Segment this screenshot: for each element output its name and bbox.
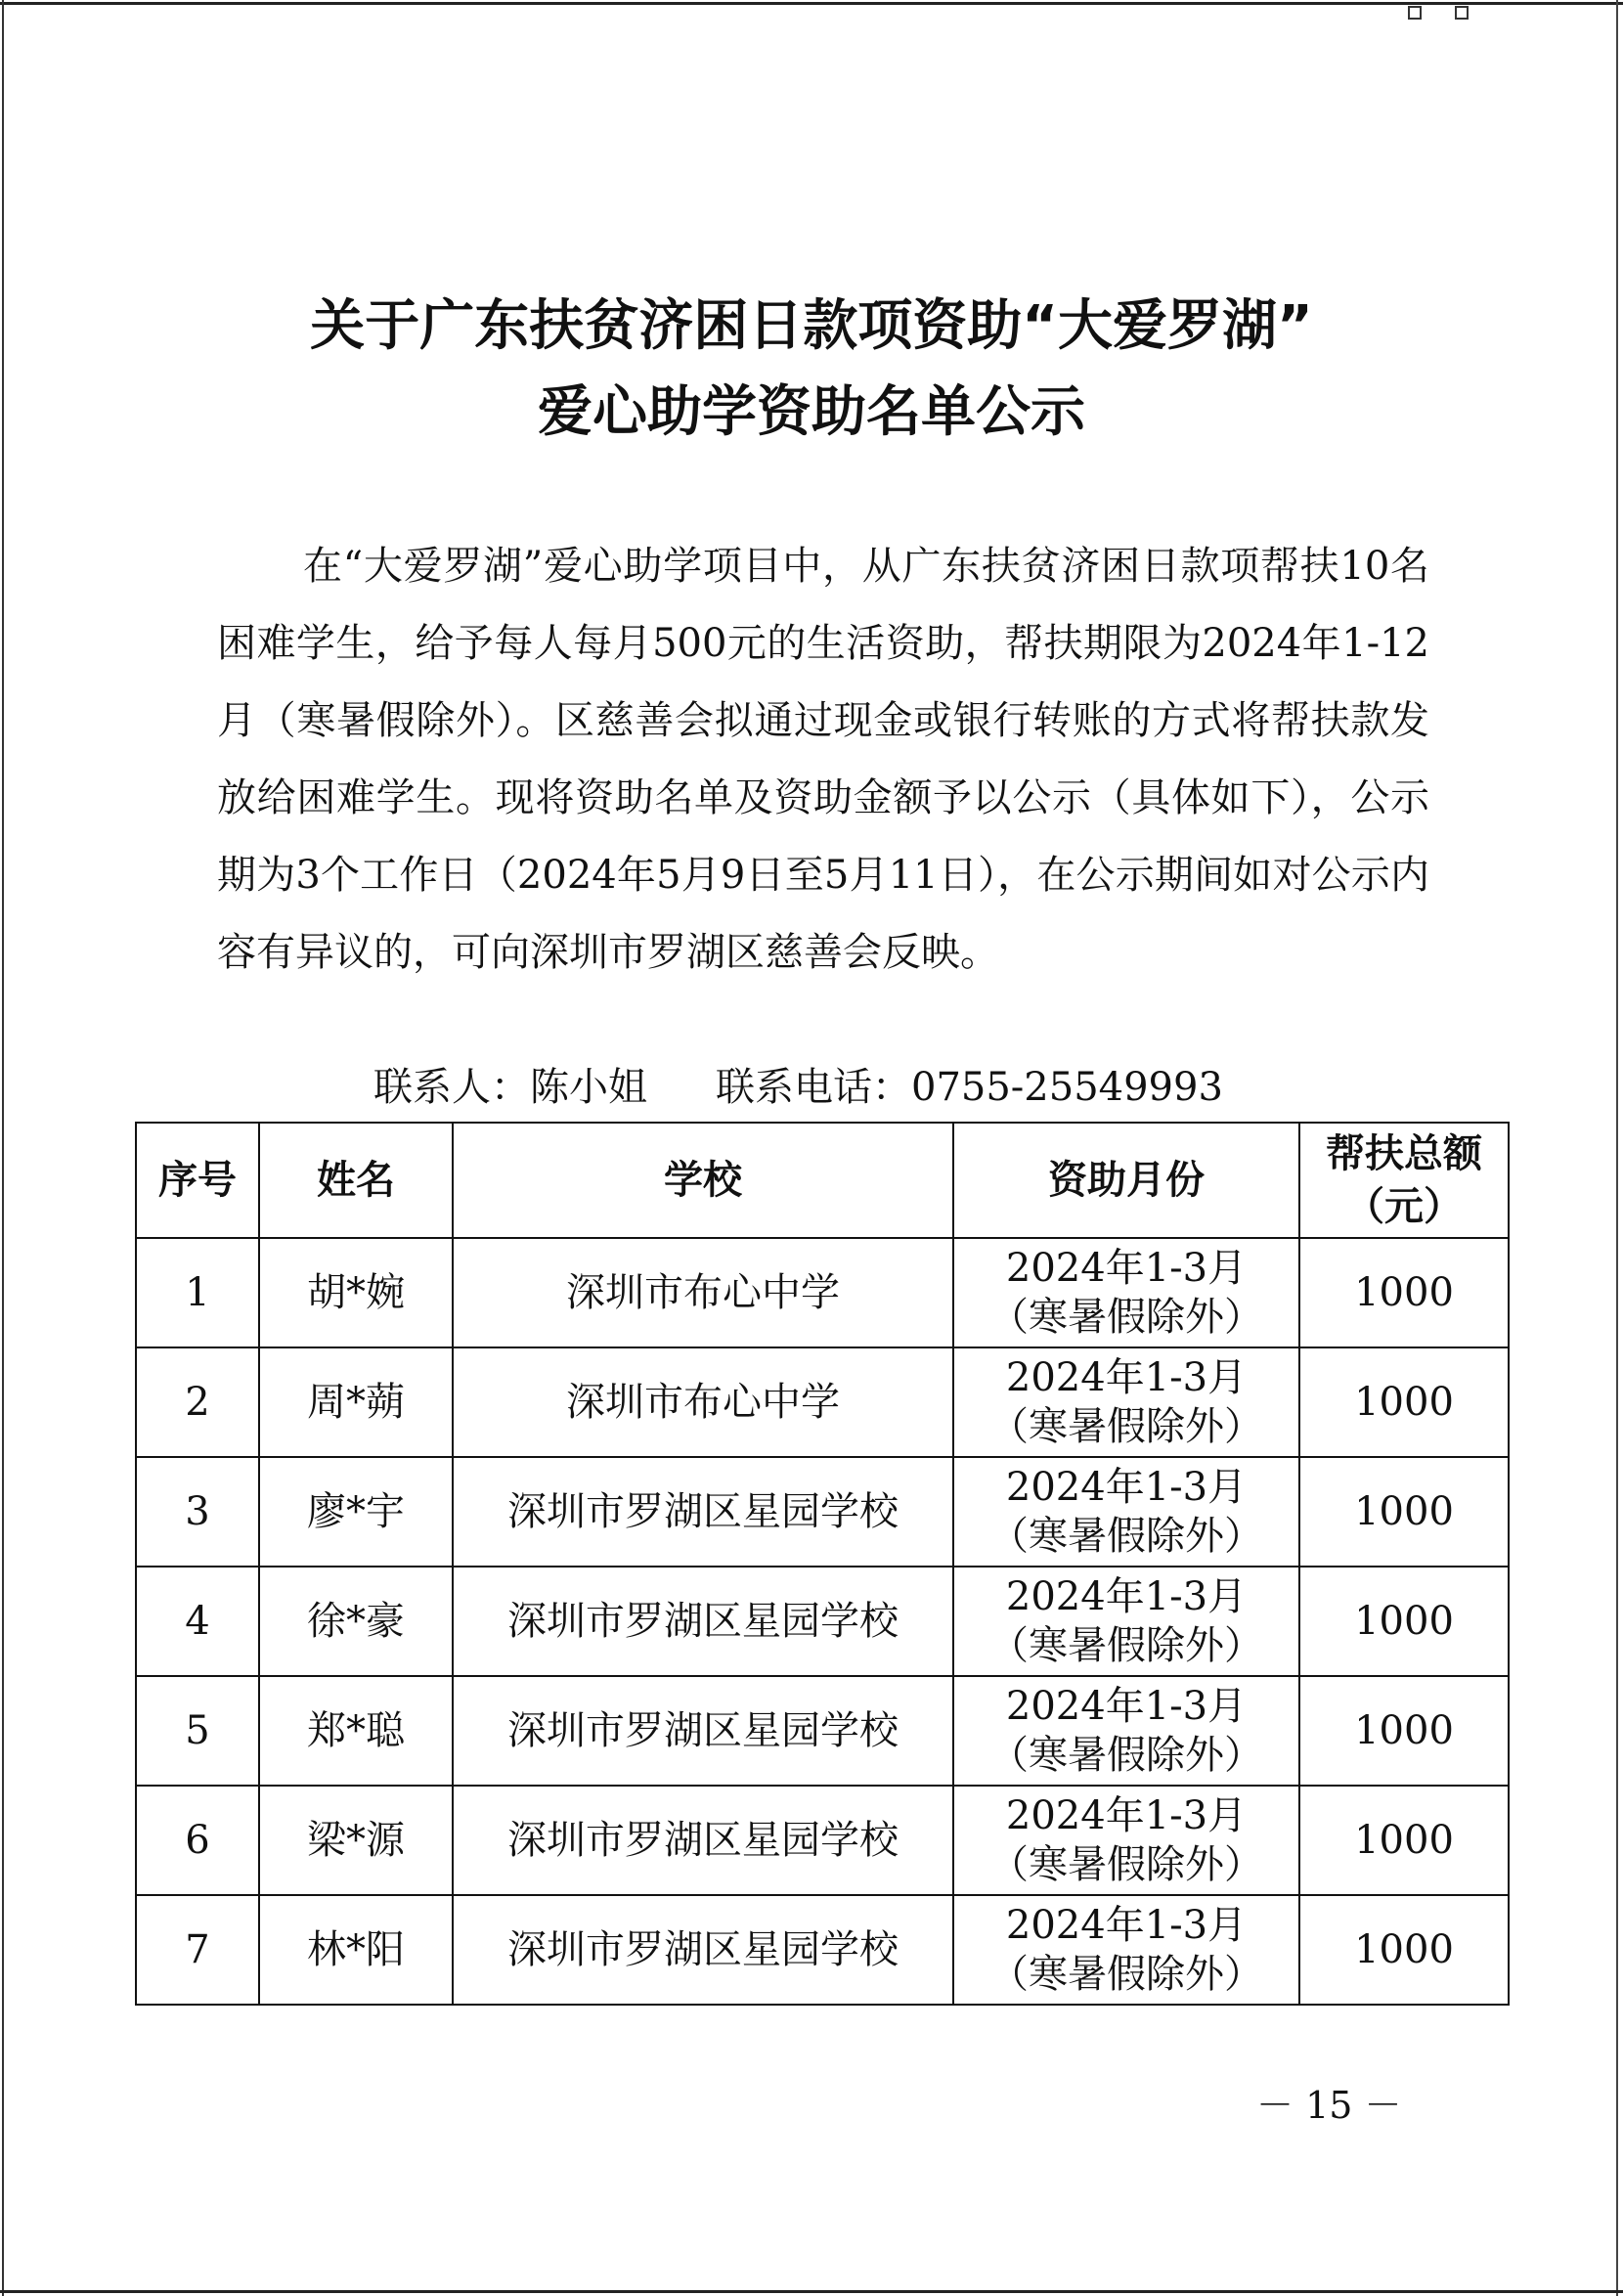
cell-months — [953, 1786, 1299, 1895]
cell-period: 2024年1-3月 — [1005, 1465, 1248, 1510]
cell-name: 徐*豪 — [259, 1567, 453, 1676]
cell-period: 2024年1-3月 — [1005, 1684, 1248, 1729]
header-months: 资助月份 — [953, 1123, 1299, 1238]
cell-period: 2024年1-3月 — [1005, 1246, 1248, 1291]
cell-no: 5 — [136, 1676, 259, 1786]
table-row — [136, 1676, 1509, 1786]
cell-no: 1 — [136, 1238, 259, 1347]
cell-name: 廖*宇 — [259, 1457, 453, 1567]
scan-corner-mark — [1455, 6, 1469, 20]
cell-amount: 1000 — [1299, 1567, 1509, 1676]
cell-no: 7 — [136, 1895, 259, 2005]
contact-phone: 联系电话：0755-25549993 — [716, 1065, 1223, 1110]
title-line-2: 爱心助学资助名单公示 — [538, 380, 1085, 444]
cell-note: （寒暑假除外） — [989, 1295, 1263, 1340]
table-row — [136, 1457, 1509, 1567]
cell-amount: 1000 — [1299, 1786, 1509, 1895]
cell-amount: 1000 — [1299, 1676, 1509, 1786]
cell-note: （寒暑假除外） — [989, 1404, 1263, 1449]
cell-note: （寒暑假除外） — [989, 1842, 1263, 1887]
body-paragraph: 在“大爱罗湖”爱心助学项目中，从广东扶贫济困日款项帮扶10名困难学生，给予每人每月500元的生活资助，帮扶期限为2024年1-12月（寒暑假除外）。区慈善会拟通过现金或银行转账的方式将帮扶款发放给困难学生。现将资助名单及资助金额予以公示（具体如下），公示期为3个工作日（2024年5月9日至5月11日），在公示期间如对公示内容有异议的，可向深圳市罗湖区慈善会反映。 — [217, 544, 1429, 975]
cell-school: 深圳市罗湖区星园学校 — [453, 1895, 953, 2005]
cell-period: 2024年1-3月 — [1005, 1355, 1248, 1400]
cell-amount: 1000 — [1299, 1238, 1509, 1347]
cell-months — [953, 1676, 1299, 1786]
cell-name: 胡*婉 — [259, 1238, 453, 1347]
cell-months — [953, 1457, 1299, 1567]
header-amount-line2: （元） — [1345, 1184, 1463, 1229]
header-amount — [1299, 1123, 1509, 1238]
table-row — [136, 1347, 1509, 1457]
cell-school: 深圳市罗湖区星园学校 — [453, 1457, 953, 1567]
header-name: 姓名 — [259, 1123, 453, 1238]
cell-note: （寒暑假除外） — [989, 1623, 1263, 1668]
cell-months — [953, 1347, 1299, 1457]
cell-period: 2024年1-3月 — [1005, 1793, 1248, 1838]
cell-period: 2024年1-3月 — [1005, 1574, 1248, 1619]
cell-amount: 1000 — [1299, 1347, 1509, 1457]
cell-name: 林*阳 — [259, 1895, 453, 2005]
scan-corner-mark — [1408, 6, 1422, 20]
cell-school: 深圳市布心中学 — [453, 1238, 953, 1347]
cell-name: 梁*源 — [259, 1786, 453, 1895]
cell-period: 2024年1-3月 — [1005, 1903, 1248, 1948]
cell-months — [953, 1895, 1299, 2005]
document-title — [147, 284, 1476, 456]
table-row — [136, 1238, 1509, 1347]
cell-no: 6 — [136, 1786, 259, 1895]
cell-amount: 1000 — [1299, 1457, 1509, 1567]
cell-name: 郑*聪 — [259, 1676, 453, 1786]
header-no: 序号 — [136, 1123, 259, 1238]
header-amount-line1: 帮扶总额 — [1326, 1131, 1482, 1176]
cell-note: （寒暑假除外） — [989, 1952, 1263, 1997]
cell-note: （寒暑假除外） — [989, 1514, 1263, 1559]
table-header-row — [136, 1123, 1509, 1238]
cell-no: 2 — [136, 1347, 259, 1457]
scan-border-left — [2, 0, 4, 2296]
cell-name: 周*蒴 — [259, 1347, 453, 1457]
scan-border-right — [1616, 0, 1618, 2296]
page-number: － 15 － — [1256, 2084, 1402, 2127]
scan-border-bottom — [0, 2290, 1623, 2293]
cell-school: 深圳市罗湖区星园学校 — [453, 1567, 953, 1676]
table-row — [136, 1786, 1509, 1895]
contact-line — [373, 1058, 1449, 1117]
table-row — [136, 1567, 1509, 1676]
scan-border-top — [0, 2, 1623, 5]
cell-amount: 1000 — [1299, 1895, 1509, 2005]
cell-no: 4 — [136, 1567, 259, 1676]
header-school: 学校 — [453, 1123, 953, 1238]
cell-school: 深圳市布心中学 — [453, 1347, 953, 1457]
table-row — [136, 1895, 1509, 2005]
contact-person: 联系人：陈小姐 — [373, 1065, 647, 1110]
cell-school: 深圳市罗湖区星园学校 — [453, 1786, 953, 1895]
funding-list-table — [135, 1122, 1510, 2006]
cell-school: 深圳市罗湖区星园学校 — [453, 1676, 953, 1786]
title-line-1: 关于广东扶贫济困日款项资助“大爱罗湖” — [310, 294, 1313, 358]
cell-note: （寒暑假除外） — [989, 1733, 1263, 1778]
cell-months — [953, 1238, 1299, 1347]
cell-no: 3 — [136, 1457, 259, 1567]
cell-months — [953, 1567, 1299, 1676]
